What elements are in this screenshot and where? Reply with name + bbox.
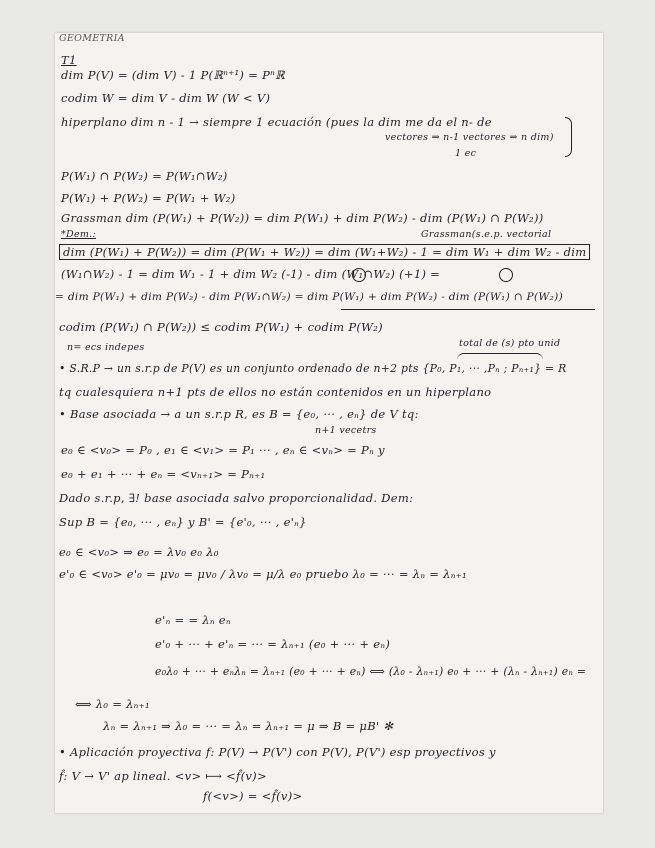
note-line: Dado s.r.p, ∃! base asociada salvo proporcionalidad. Dem: bbox=[59, 491, 414, 505]
note-line: • S.R.P → un s.r.p de P(V) es un conjunto ordenado de n+2 pts {P₀, P₁, ··· ,Pₙ ; Pₙ₊₁} = R bbox=[59, 362, 567, 375]
note-line: = dim P(W₁) + dim P(W₂) - dim P(W₁∩W₂) = dim P(W₁) + dim P(W₂) - dim (P(W₁) ∩ P(W₂)) bbox=[55, 291, 563, 303]
brace-mark bbox=[565, 117, 572, 157]
note-line: Grassman dim (P(W₁) + P(W₂)) = dim P(W₁) + dim P(W₂) - dim (P(W₁) ∩ P(W₂)) bbox=[61, 211, 544, 225]
note-line: codim W = dim V - dim W (W < V) bbox=[61, 91, 271, 105]
note-line: ⟺ λ₀ = λₙ₊₁ bbox=[75, 697, 150, 711]
note-line: e'₀ ∈ <v₀> e'₀ = μv₀ = μv₀ / λv₀ = μ/λ e₀ pruebo λ₀ = ··· = λₙ = λₙ₊₁ bbox=[59, 567, 467, 581]
note-line: Grassman(s.e.p. vectorial bbox=[421, 229, 552, 240]
notebook-page bbox=[55, 33, 603, 813]
note-line: • Aplicación proyectiva f: P(V) → P(V') con P(V), P(V') esp proyectivos y bbox=[59, 745, 496, 759]
underline-mark bbox=[341, 309, 595, 310]
note-line: e₀λ₀ + ··· + eₙλₙ = λₙ₊₁ (e₀ + ··· + eₙ) ⟺ (λ₀ - λₙ₊₁) e₀ + ··· + (λₙ - λₙ₊₁) eₙ = bbox=[155, 665, 587, 678]
note-line: total de (s) pto unid bbox=[459, 338, 561, 349]
brace-mark bbox=[457, 353, 543, 360]
circled-term bbox=[499, 268, 513, 282]
section-title: T1 bbox=[61, 53, 77, 67]
note-line: codim (P(W₁) ∩ P(W₂)) ≤ codim P(W₁) + codim P(W₂) bbox=[59, 320, 383, 334]
note-line: f(<v>) = <f̂(v)> bbox=[203, 789, 303, 803]
note-line: dim (P(W₁) + P(W₂)) = dim (P(W₁ + W₂)) = dim (W₁+W₂) - 1 = dim W₁ + dim W₂ - dim bbox=[59, 244, 590, 260]
note-line: *Dem.: bbox=[61, 229, 97, 240]
note-line: Sup B = {e₀, ··· , eₙ} y B' = {e'₀, ··· , e'ₙ} bbox=[59, 515, 307, 529]
note-line: tq cualesquiera n+1 pts de ellos no están contenidos en un hiperplano bbox=[59, 385, 492, 399]
note-line: vectores ⇒ n-1 vectores ⇒ n dim) bbox=[385, 132, 554, 143]
page-header: GEOMETRIA bbox=[59, 33, 125, 44]
note-line: e₀ ∈ <v₀> ⇒ e₀ = λv₀ e₀ λ₀ bbox=[59, 545, 219, 559]
note-line: f̂: V → V' ap lineal. <v> ⟼ <f̂(v)> bbox=[59, 769, 267, 783]
note-line: P(W₁) + P(W₂) = P(W₁ + W₂) bbox=[61, 191, 236, 205]
note-line: n+1 vecetrs bbox=[315, 425, 377, 436]
note-line: 1 ec bbox=[455, 148, 477, 159]
note-line: P(W₁) ∩ P(W₂) = P(W₁∩W₂) bbox=[61, 169, 228, 183]
note-line: • Base asociada → a un s.r.p R, es B = {e₀, ··· , eₙ} de V tq: bbox=[59, 407, 419, 421]
note-line: n= ecs indepes bbox=[67, 342, 145, 353]
note-line: e₀ ∈ <v₀> = P₀ , e₁ ∈ <v₁> = P₁ ··· , eₙ ∈ <vₙ> = Pₙ y bbox=[61, 443, 385, 457]
note-line: dim P(V) = (dim V) - 1 P(ℝⁿ⁺¹) = Pⁿℝ bbox=[61, 68, 285, 82]
note-line: λₙ = λₙ₊₁ ⇒ λ₀ = ··· = λₙ = λₙ₊₁ = μ ⇒ B = μB' ✻ bbox=[103, 719, 394, 733]
note-line: e'ₙ = = λₙ eₙ bbox=[155, 613, 231, 627]
note-line: hiperplano dim n - 1 → siempre 1 ecuación (pues la dim me da el n- de bbox=[61, 115, 492, 129]
note-line: e'₀ + ··· + e'ₙ = ··· = λₙ₊₁ (e₀ + ··· + eₙ) bbox=[155, 637, 391, 651]
note-line: (W₁∩W₂) - 1 = dim W₁ - 1 + dim W₂ (-1) - dim (W₁∩W₂) (+1) = bbox=[61, 267, 441, 281]
circled-term bbox=[352, 268, 366, 282]
note-line: e₀ + e₁ + ··· + eₙ = <vₙ₊₁> = Pₙ₊₁ bbox=[61, 467, 266, 481]
